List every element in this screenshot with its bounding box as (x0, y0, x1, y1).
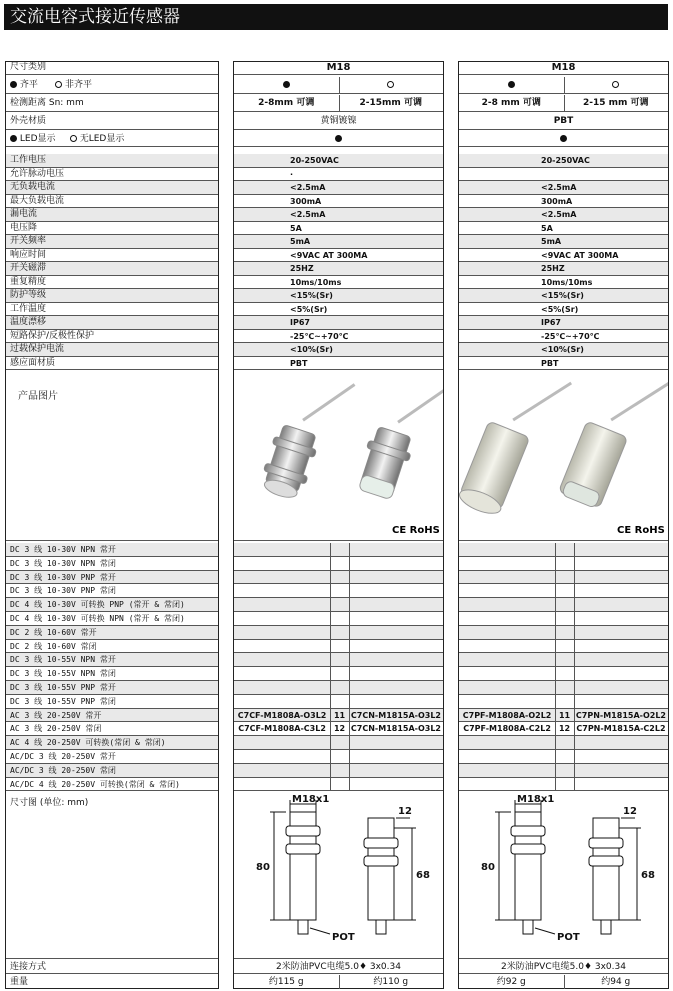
sensor-photo-brass (234, 375, 443, 541)
wiring-row (459, 764, 668, 778)
weight-flush: 约115 g (268, 977, 304, 987)
cert-mark: CE RoHS (392, 525, 440, 536)
filled-dot-icon (560, 135, 567, 142)
noled-label: 无LED显示 (79, 134, 125, 144)
spec-label: 温度漂移 (6, 316, 218, 330)
wiring-label: AC/DC 3 线 20-250V 常闭 (6, 764, 218, 778)
distance-label: 检测距离 Sn: mm (6, 95, 218, 112)
page-title: 交流电容式接近传感器 (4, 4, 668, 30)
wiring-label: DC 3 线 10-55V NPN 常开 (6, 653, 218, 667)
led-label: LED显示 (19, 134, 56, 144)
cert-mark: CE RoHS (617, 525, 665, 536)
spec-value: <2.5mA (459, 208, 668, 222)
connection-value: 2米防油PVC电缆5.0♦ 3x0.34 (459, 960, 668, 974)
wiring-row (459, 778, 668, 792)
hollow-dot-icon (70, 135, 77, 142)
wiring-row (234, 709, 443, 723)
dimension-drawing-a (234, 792, 443, 959)
filled-dot-icon (283, 81, 290, 88)
wiring-row (234, 584, 443, 598)
spec-value: 5mA (459, 235, 668, 249)
wiring-row (234, 612, 443, 626)
connection-value: 2米防油PVC电缆5.0♦ 3x0.34 (234, 960, 443, 974)
size-value: M18 (234, 62, 443, 75)
spec-value: 20-250VAC (234, 154, 443, 168)
product-image-a (234, 375, 443, 541)
spec-value: 10ms/10ms (459, 276, 668, 290)
wiring-row (234, 750, 443, 764)
nonflush-label: 非齐平 (64, 80, 92, 90)
dimension-body-length-label: 68 (641, 870, 655, 881)
wiring-row (234, 543, 443, 557)
wiring-row (234, 695, 443, 709)
spec-label: 允许脉动电压 (6, 168, 218, 182)
circuit-number: 12 (333, 724, 346, 734)
spec-value: 25HZ (459, 262, 668, 276)
spec-value: 10ms/10ms (234, 276, 443, 290)
spec-label: 工作电压 (6, 154, 218, 168)
wiring-row (459, 584, 668, 598)
hollow-dot-icon (55, 81, 62, 88)
housing-label: 外壳材质 (6, 113, 218, 130)
order-code-nonflush: C7CN-M1815A-O3L2 (350, 724, 441, 734)
wiring-label: DC 3 线 10-55V NPN 常闭 (6, 667, 218, 681)
wiring-row (459, 695, 668, 709)
wiring-row (459, 557, 668, 571)
dimension-drawing-svg (459, 792, 668, 959)
spec-value: -25℃~+70℃ (234, 330, 443, 344)
distance-row (459, 95, 668, 112)
dimension-nut-label: 12 (398, 806, 412, 817)
spec-value: <9VAC AT 300MA (459, 249, 668, 263)
spec-value: <15%(Sr) (459, 289, 668, 303)
distance-nonflush: 2-15 mm 可调 (582, 98, 649, 108)
distance-nonflush: 2-15mm 可调 (359, 98, 422, 108)
dimension-thread-label: M18x1 (517, 794, 555, 805)
size-value: M18 (459, 62, 668, 75)
filled-dot-icon (10, 81, 17, 88)
weight-row (234, 975, 443, 989)
spec-value: <2.5mA (459, 181, 668, 195)
dimension-pot-label: POT (332, 932, 355, 943)
distance-row (234, 95, 443, 112)
wiring-label: AC/DC 3 线 20-250V 常开 (6, 750, 218, 764)
weight-row (459, 975, 668, 989)
spec-label: 响应时间 (6, 249, 218, 263)
filled-dot-icon (508, 81, 515, 88)
wiring-label: DC 3 线 10-30V PNP 常闭 (6, 584, 218, 598)
dimension-nut-label: 12 (623, 806, 637, 817)
spec-value: <2.5mA (234, 208, 443, 222)
weight-nonflush: 约94 g (601, 977, 631, 987)
wiring-row (459, 543, 668, 557)
wiring-label: DC 3 线 10-55V PNP 常开 (6, 681, 218, 695)
led-marker (459, 131, 668, 147)
wiring-row (234, 626, 443, 640)
wiring-row (234, 764, 443, 778)
order-code-flush: C7PF-M1808A-O2L2 (462, 710, 552, 720)
spec-label: 无负载电流 (6, 181, 218, 195)
spec-label: 过载保护电流 (6, 343, 218, 357)
led-marker (234, 131, 443, 147)
order-code-flush: C7CF-M1808A-O3L2 (237, 710, 327, 720)
circuit-number: 11 (333, 710, 346, 720)
wiring-row (234, 640, 443, 654)
product-column-a (233, 61, 444, 989)
wiring-row (459, 653, 668, 667)
spec-value: PBT (234, 357, 443, 371)
wiring-row (459, 598, 668, 612)
dimension-pot-label: POT (557, 932, 580, 943)
wiring-label: DC 2 线 10-60V 常闭 (6, 640, 218, 654)
wiring-row (234, 681, 443, 695)
wiring-row (459, 750, 668, 764)
wiring-row (459, 667, 668, 681)
flush-marker-row (459, 77, 668, 94)
filled-dot-icon (10, 135, 17, 142)
distance-flush: 2-8mm 可调 (258, 98, 315, 108)
wiring-row (459, 736, 668, 750)
wiring-row (459, 722, 668, 736)
spec-value: <15%(Sr) (234, 289, 443, 303)
flush-option-row (6, 77, 218, 94)
flush-label: 齐平 (19, 80, 38, 90)
spec-value: -25℃~+70℃ (459, 330, 668, 344)
spec-value: <5%(Sr) (234, 303, 443, 317)
flush-marker-row (234, 77, 443, 94)
wiring-row (234, 653, 443, 667)
wiring-row (234, 571, 443, 585)
spec-label: 重复精度 (6, 276, 218, 290)
size-category-label: 尺寸类别 (6, 62, 218, 75)
wiring-label: DC 4 线 10-30V 可转换 NPN (常开 & 常闭) (6, 612, 218, 626)
wiring-label: DC 4 线 10-30V 可转换 PNP (常开 & 常闭) (6, 598, 218, 612)
wiring-row (234, 778, 443, 792)
wiring-row (234, 667, 443, 681)
spec-label: 短路保护/反极性保护 (6, 330, 218, 344)
spec-label: 开关磁滞 (6, 262, 218, 276)
hollow-dot-icon (612, 81, 619, 88)
spec-value: · (234, 168, 443, 182)
spec-value: <10%(Sr) (234, 343, 443, 357)
spec-value: IP67 (234, 316, 443, 330)
spec-label: 感应面材质 (6, 357, 218, 371)
wiring-row (234, 557, 443, 571)
spec-value: <10%(Sr) (459, 343, 668, 357)
wiring-row (459, 709, 668, 723)
dimension-length-label: 80 (256, 862, 270, 873)
dimension-drawing-svg (234, 792, 443, 959)
spec-label: 工作温度 (6, 303, 218, 317)
dimension-body-length-label: 68 (416, 870, 430, 881)
spec-value: <9VAC AT 300MA (234, 249, 443, 263)
product-image-label: 产品图片 (18, 391, 58, 402)
spec-value: 5A (234, 222, 443, 236)
order-code-nonflush: C7PN-M1815A-C2L2 (576, 724, 666, 734)
spec-value: 5mA (234, 235, 443, 249)
spec-label: 开关频率 (6, 235, 218, 249)
hollow-dot-icon (387, 81, 394, 88)
wiring-row (459, 681, 668, 695)
spec-label: 最大负载电流 (6, 195, 218, 209)
order-code-nonflush: C7PN-M1815A-O2L2 (575, 710, 666, 720)
order-code-flush: C7PF-M1808A-C2L2 (463, 724, 551, 734)
order-code-flush: C7CF-M1808A-C3L2 (238, 724, 326, 734)
wiring-label: AC 3 线 20-250V 常闭 (6, 722, 218, 736)
product-image-label-cell (6, 375, 218, 541)
circuit-number: 11 (558, 710, 571, 720)
spec-value: <5%(Sr) (459, 303, 668, 317)
housing-value: 黄铜镀镍 (234, 113, 443, 130)
led-option-row (6, 131, 218, 147)
wiring-row (234, 736, 443, 750)
wiring-row (234, 722, 443, 736)
spec-value: 25HZ (234, 262, 443, 276)
label-column (5, 61, 219, 989)
sensor-photo-pbt (459, 375, 668, 541)
spec-value: 300mA (234, 195, 443, 209)
product-image-b (459, 375, 668, 541)
circuit-number: 12 (558, 724, 571, 734)
wiring-row (459, 612, 668, 626)
wiring-label: DC 3 线 10-55V PNP 常闭 (6, 695, 218, 709)
spec-value: 5A (459, 222, 668, 236)
connection-label: 连接方式 (6, 960, 218, 974)
wiring-label: AC/DC 4 线 20-250V 可转换(常闭 & 常闭) (6, 778, 218, 792)
wiring-label: DC 3 线 10-30V NPN 常开 (6, 543, 218, 557)
spec-value: 300mA (459, 195, 668, 209)
wiring-row (234, 598, 443, 612)
spec-label: 漏电流 (6, 208, 218, 222)
filled-dot-icon (335, 135, 342, 142)
wiring-label: DC 3 线 10-30V PNP 常开 (6, 571, 218, 585)
weight-nonflush: 约110 g (373, 977, 409, 987)
dimension-thread-label: M18x1 (292, 794, 330, 805)
wiring-label: DC 3 线 10-30V NPN 常闭 (6, 557, 218, 571)
dimension-length-label: 80 (481, 862, 495, 873)
spec-label: 防护等级 (6, 289, 218, 303)
spec-value: PBT (459, 357, 668, 371)
spec-value: IP67 (459, 316, 668, 330)
weight-label: 重量 (10, 977, 29, 987)
distance-flush: 2-8 mm 可调 (481, 98, 541, 108)
wiring-row (459, 571, 668, 585)
wiring-label: AC 4 线 20-250V 可转换(常闭 & 常闭) (6, 736, 218, 750)
dimension-label-cell (6, 792, 218, 959)
wiring-row (459, 626, 668, 640)
wiring-row (459, 640, 668, 654)
housing-value: PBT (459, 113, 668, 130)
spec-value (459, 168, 668, 182)
wiring-label: AC 3 线 20-250V 常开 (6, 709, 218, 723)
spec-label: 电压降 (6, 222, 218, 236)
wiring-label: DC 2 线 10-60V 常开 (6, 626, 218, 640)
weight-flush: 约92 g (496, 977, 526, 987)
product-column-b (458, 61, 669, 989)
dimension-label: 尺寸图 (单位: mm) (10, 798, 89, 808)
order-code-nonflush: C7CN-M1815A-O3L2 (350, 710, 441, 720)
dimension-drawing-b (459, 792, 668, 959)
spec-value: 20-250VAC (459, 154, 668, 168)
spec-value: <2.5mA (234, 181, 443, 195)
